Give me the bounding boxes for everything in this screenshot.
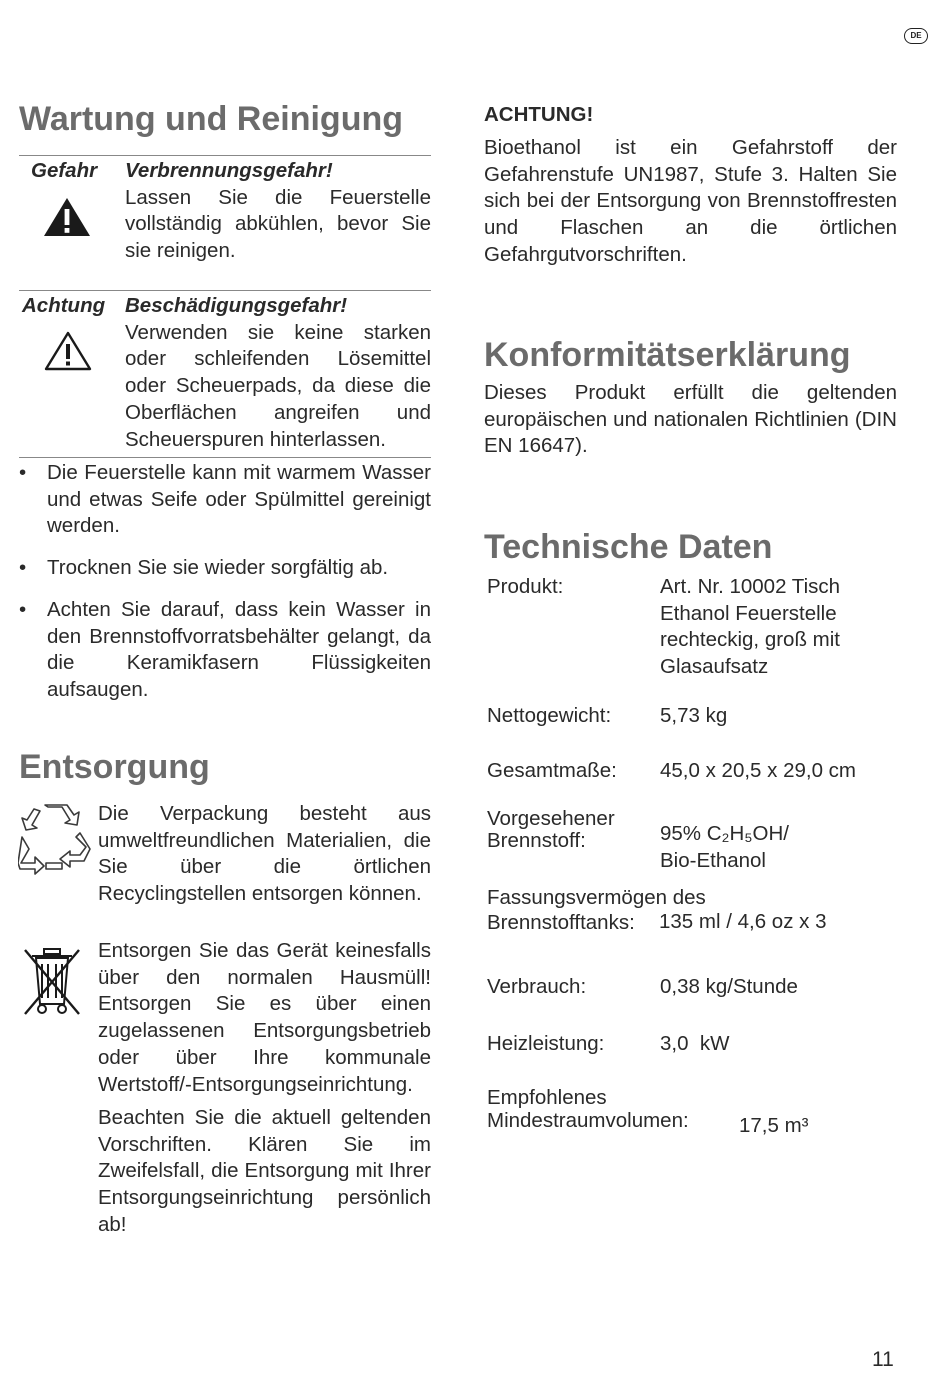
danger-text: Lassen Sie die Feuerstelle vollständig abkühlen, bevor Sie sie reinigen. <box>125 185 431 263</box>
tech-label-room-line: Mindestraumvolumen: <box>487 1109 689 1132</box>
divider <box>19 457 431 458</box>
conformity-heading: Konformitätserklärung <box>484 336 851 374</box>
danger-label: Gefahr <box>31 159 98 182</box>
tech-value-fuel-line: Bio-Ethanol <box>660 848 766 872</box>
tech-value-heat-output: 3,0 kW <box>660 1032 730 1055</box>
tech-value-product: Art. Nr. 10002 Tisch Ethanol Feuerstelle rechteckig, groß mit Glasaufsatz <box>660 575 841 679</box>
tech-label-tank-line: Fassungsvermögen des <box>487 886 706 909</box>
tech-value-room-volume: 17,5 m³ <box>739 1114 809 1137</box>
tech-value-fuel-line: 95% C₂H₅OH/ <box>660 822 789 845</box>
divider <box>19 290 431 291</box>
recycling-icon <box>18 803 92 880</box>
tech-label-consumption: Verbrauch: <box>487 975 587 998</box>
tech-value-weight: 5,73 kg <box>660 704 728 727</box>
crossed-bin-icon <box>22 946 82 1023</box>
maintenance-heading: Wartung und Reinigung <box>19 100 403 138</box>
disposal-heading: Entsorgung <box>19 748 210 786</box>
caution-text: Verwenden sie keine starken oder schleifenden Lösemittel oder Scheuerpads, da diese die Oberflächen angreifen und Scheuerspuren hinterlassen. <box>125 320 431 451</box>
tech-value-fuel <box>660 821 789 874</box>
tech-label-product: Produkt: <box>487 575 564 598</box>
attention-title: ACHTUNG! <box>484 103 594 126</box>
tech-label-fuel <box>487 808 615 852</box>
language-badge: DE <box>904 28 928 44</box>
caution-warning-icon <box>43 330 93 377</box>
caution-title: Beschädigungsgefahr! <box>125 294 348 317</box>
divider <box>19 155 431 156</box>
caution-block <box>125 293 431 453</box>
tech-heading: Technische Daten <box>484 528 773 566</box>
regulations-text: Beachten Sie die aktuell geltenden Vorschriften. Klären Sie im Zweifelsfall, die Entsorgung mit Ihrer Entsorgungseinrichtung persönlich ab! <box>98 1106 431 1236</box>
packaging-text: Die Verpackung besteht aus umweltfreundlichen Materialien, die Sie über die örtlichen Recyclingstellen entsorgen können. <box>98 802 431 906</box>
danger-warning-icon <box>42 196 92 243</box>
tech-label-fuel-line: Brennstoff: <box>487 829 586 852</box>
list-item: • Trocknen Sie sie wieder sorgfältig ab. <box>19 555 431 582</box>
caution-label: Achtung <box>22 294 106 317</box>
danger-title: Verbrennungsgefahr! <box>125 159 333 182</box>
device-disposal-text: Entsorgen Sie das Gerät keinesfalls über den normalen Hausmüll! Entsorgen Sie es über einen zugelassenen Entsorgungsbetrieb oder über Ihre kommunale Wertstoff/-Entsorgungseinrichtung. <box>98 939 431 1096</box>
conformity-text: Dieses Produkt erfüllt die geltenden europäischen und nationalen Richtlinien (DIN EN 16647). <box>484 381 897 458</box>
tech-value-consumption: 0,38 kg/Stunde <box>660 975 798 998</box>
tech-value-tank: 135 ml / 4,6 oz x 3 <box>659 910 827 933</box>
attention-text: Bioethanol ist ein Gefahrstoff der Gefahrenstufe UN1987, Stufe 3. Halten Sie sich bei der Entsorgung von Brennstoffresten und Flaschen an die örtlichen Gefahrgutvorschriften. <box>484 136 897 266</box>
tech-label-room-volume <box>487 1086 689 1132</box>
list-item: • Achten Sie darauf, dass kein Wasser in den Brennstoffvorratsbehälter gelangt, da die Keramikfasern Flüssigkeiten aufsaugen. <box>19 597 431 704</box>
page-number: 11 <box>872 1348 894 1371</box>
cleaning-list <box>19 460 431 719</box>
tech-label-fuel-line: Vorgesehener <box>487 807 615 830</box>
tech-label-heat-output: Heizleistung: <box>487 1032 605 1055</box>
tech-label-tank-line: Brennstofftanks: <box>487 911 635 934</box>
tech-label-room-line: Empfohlenes <box>487 1086 607 1109</box>
list-item: • Die Feuerstelle kann mit warmem Wasser und etwas Seife oder Spülmittel gereinigt werden. <box>19 460 431 540</box>
danger-block <box>125 158 431 265</box>
tech-value-dimensions: 45,0 x 20,5 x 29,0 cm <box>660 759 857 782</box>
tech-label-dimensions: Gesamtmaße: <box>487 759 617 782</box>
tech-label-weight: Nettogewicht: <box>487 704 612 727</box>
